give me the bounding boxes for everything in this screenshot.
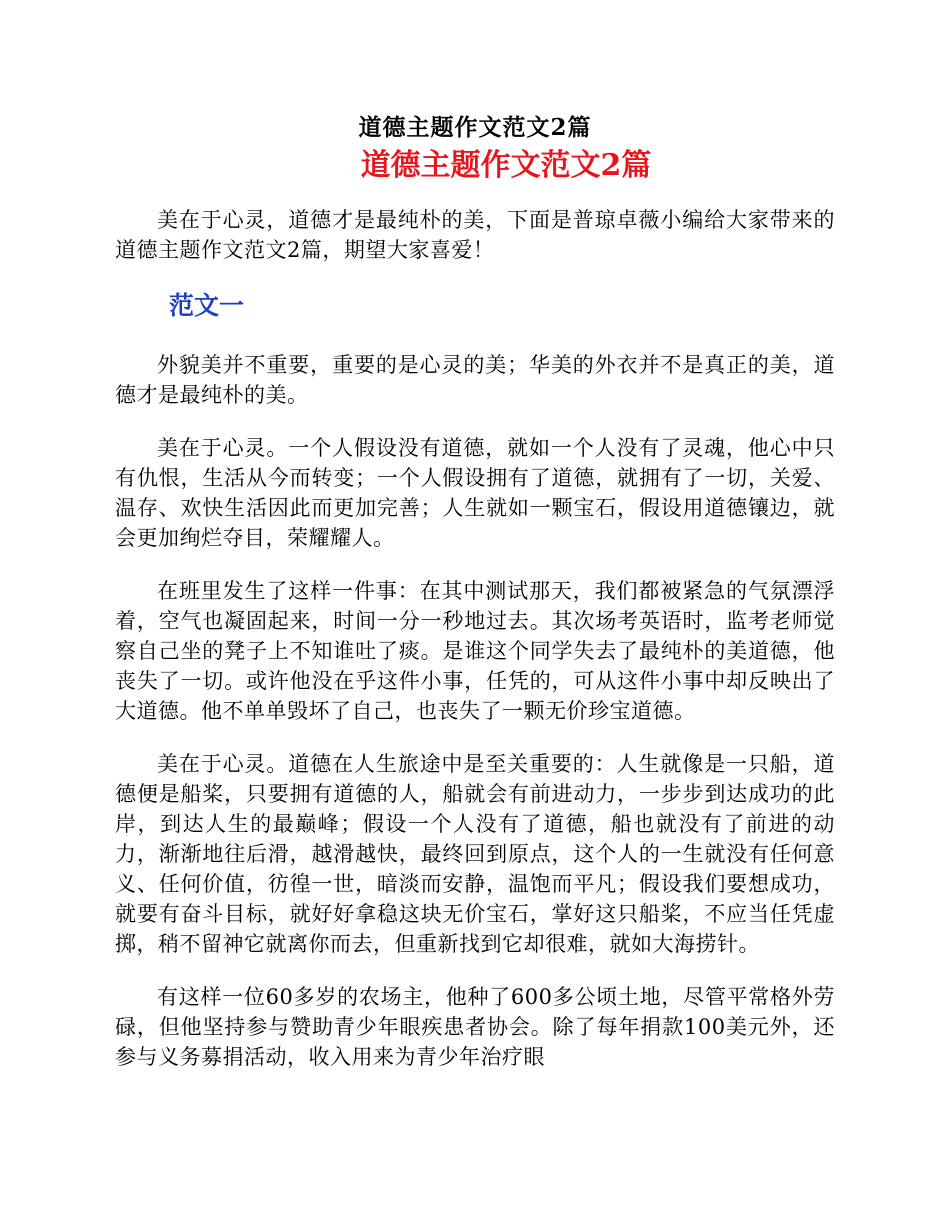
- document-title: 道德主题作文范文2篇: [360, 148, 652, 183]
- body-paragraph-5: 有这样一位60多岁的农场主，他种了600多公顷土地，尽管平常格外劳碌，但他坚持参与赞助青少年眼疾患者协会。除了每年捐款100美元外，还参与义务募捐活动，收入用来为青少年治疗眼: [115, 985, 835, 1069]
- document-body: [115, 205, 835, 1095]
- document-header: 道德主题作文范文2篇: [358, 114, 592, 141]
- intro-paragraph: 美在于心灵，道德才是最纯朴的美，下面是普琼卓薇小编给大家带来的道德主题作文范文2篇，期望大家喜爱！: [115, 208, 835, 262]
- body-paragraph-2: 美在于心灵。一个人假设没有道德，就如一个人没有了灵魂，他心中只有仇恨，生活从今而转变；一个人假设拥有了道德，就拥有了一切，关爱、温存、欢快生活因此而更加完善；人生就如一颗宝石，假设用道德镶边，就会更加绚烂夺目，荣耀耀人。: [115, 436, 835, 550]
- body-paragraph-3: 在班里发生了这样一件事：在其中测试那天，我们都被紧急的气氛漂浮着，空气也凝固起来，时间一分一秒地过去。其次场考英语时，监考老师觉察自己坐的凳子上不知谁吐了痰。是谁这个同学失去了最纯朴的美道德，他丧失了一切。或许他没在乎这件小事，任凭的，可从这件小事中却反映出了大道德。他不单单毁坏了自己，也丧失了一颗无价珍宝道德。: [115, 579, 835, 723]
- body-paragraph-1: 外貌美并不重要，重要的是心灵的美；华美的外衣并不是真正的美，道德才是最纯朴的美。: [115, 353, 835, 407]
- section-heading: 范文一: [169, 291, 245, 320]
- body-paragraph-4: 美在于心灵。道德在人生旅途中是至关重要的：人生就像是一只船，道德便是船桨，只要拥有道德的人，船就会有前进动力，一步步到达成功的此岸，到达人生的最巅峰；假设一个人没有了道德，船也就没有了前进的动力，渐渐地往后滑，越滑越快，最终回到原点，这个人的一生就没有任何意义、任何价值，彷徨一世，暗淡而安静，温饱而平凡；假设我们要想成功，就要有奋斗目标，就好好拿稳这块无价宝石，掌好这只船桨，不应当任凭虚掷，稍不留神它就离你而去，但重新找到它却很难，就如大海捞针。: [115, 752, 835, 956]
